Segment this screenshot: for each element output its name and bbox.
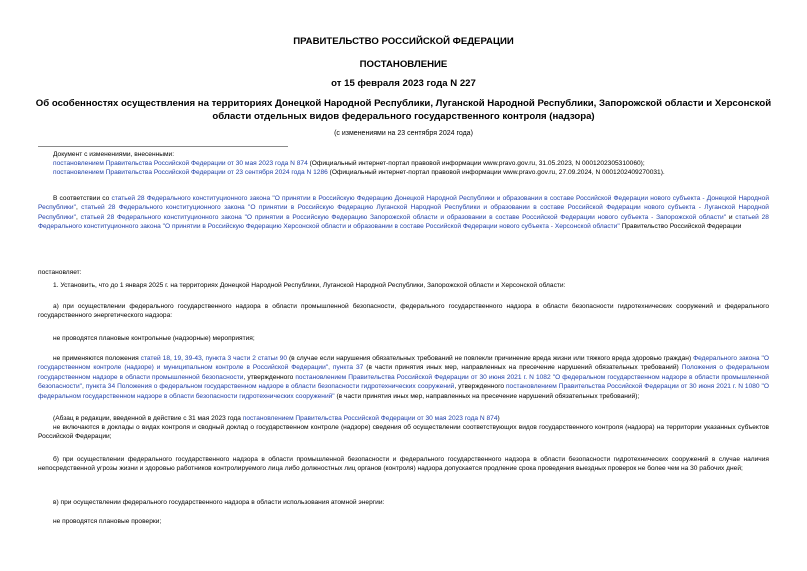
item-1: 1. Установить, что до 1 января 2025 г. на территориях Донецкой Народной Республики, Луганской Народной Республики, Запорожской области и Херсонской области: <box>53 282 566 289</box>
subitem-b: б) при осуществлении федерального государственного надзора в области промышленной безопасности и федерального государственного надзора в области безопасности гидротехнических сооружений в случае наличия непосредственной угрозы жизни и здоровью работников контролируемого лица либо должностных лиц органов (контроля) надзора допускается продление срока проведения выездных проверок не более чем на 30 рабочих дней; <box>38 456 769 473</box>
document-title: Об особенностях осуществления на территориях Донецкой Народной Республики, Луганской Народной Республики, Запорожской области и Херсонской области отдельных видов федерального государственного контроля (надзора) <box>35 98 772 122</box>
law-link[interactable]: постановлением Правительства Российской Федерации от 30 июня 2021 г. N 1082 "О федеральном государственном надзоре в области промышленной безопасности", пункта 34 Положения о федеральном государственном надзоре в области безопасности гидротехнических сооружений <box>38 373 769 391</box>
amendment-item: постановлением Правительства Российской Федерации от 30 мая 2023 года N 874 (Официальный интернет-портал правовой информации www.pravo.gov.ru, 31.05.2023, N 0001202305310060); <box>53 160 645 167</box>
law-link[interactable]: статьей 28 Федерального конституционного закона "О принятии в Российскую Федерацию Донецкой Народной Республики и образовании в составе Российской Федерации нового субъекта - Донецкой Народной Республики" <box>38 195 769 212</box>
amendment-link[interactable]: постановлением Правительства Российской Федерации от 30 мая 2023 года N 874 <box>53 160 308 167</box>
document-date-number: от 15 февраля 2023 года N 227 <box>331 78 476 89</box>
law-link[interactable]: статьей 28 Федерального конституционного закона "О принятии в Российскую Федерацию Херсонской области и образовании в составе Российской Федерации нового субъекта - Херсонской области" <box>38 213 769 231</box>
subitem-v: в) при осуществлении федерального государственного надзора в области использования атомной энергии: <box>53 499 385 506</box>
preamble-paragraph: В соответствии со статьей 28 Федерального конституционного закона "О принятии в Российскую Федерацию Донецкой Народной Республики и образовании в составе Российской Федерации нового субъекта - Донецкой Народной Республики", статьей 28 Федерального конституционного закона "О принятии в Российскую Федерацию Луганской Народной Республики и образовании в составе Российской Федерации нового субъекта - Луганской Народной Республики", статьей 28 Федерального конституционного закона "О принятии в Российскую Федерацию Запорожской области и образовании в составе Российской Федерации нового субъекта - Запорожской области" и статьей 28 Федерального конституционного закона "О принятии в Российскую Федерацию Херсонской области и образовании в составе Российской Федерации нового субъекта - Херсонской области" Правительство Российской Федерации <box>38 195 769 231</box>
amendment-link[interactable]: постановлением Правительства Российской Федерации от 30 мая 2023 года N 874 <box>242 415 498 422</box>
government-heading: ПРАВИТЕЛЬСТВО РОССИЙСКОЙ ФЕДЕРАЦИИ <box>293 36 514 47</box>
law-link[interactable]: статьей 28 Федерального конституционного закона "О принятии в Российскую Федерацию Луганской Народной Республики и образовании в составе Российской Федерации нового субъекта - Луганской Народной Республики" <box>38 204 769 221</box>
amendment-link[interactable]: постановлением Правительства Российской Федерации от 23 сентября 2024 года N 1286 <box>53 169 328 176</box>
edit-note: (Абзац в редакции, введенной в действие с 31 мая 2023 года постановлением Правительства Российской Федерации от 30 мая 2023 года N 874) <box>53 415 500 422</box>
law-link[interactable]: Федерального закона "О государственном контроле (надзоре) и муниципальном контроле в Российской Федерации", пункта 37 <box>38 355 769 372</box>
subitem-a: а) при осуществлении федерального государственного надзора в области промышленной безопасности, федерального государственного надзора в области безопасности гидротехнических сооружений и федерального государственного энергетического надзора: <box>38 303 769 320</box>
no-planned-checks: не проводятся плановые проверки; <box>53 518 162 525</box>
law-link[interactable]: Положения о федеральном государственном надзоре в области промышленной безопасности <box>38 364 769 381</box>
exclusions-paragraph: не применяются положения статей 18, 19, 39-43, пункта 3 части 2 статьи 90 (в случае если нарушения обязательных требований не повлекли причинение вреда жизни или тяжкого вреда здоровью граждан) Федерального закона "О государственном контроле (надзоре) и муниципальном контроле в Российской Федерации", пункта 37 (в части принятия иных мер, направленных на пресечение нарушений обязательных требований) Положения о федеральном государственном надзоре в области промышленной безопасности, утвержденного постановлением Правительства Российской Федерации от 30 июня 2021 г. N 1082 "О федеральном государственном надзоре в области промышленной безопасности", пункта 34 Положения о федеральном государственном надзоре в области безопасности гидротехнических сооружений, утвержденного постановлением Правительства Российской Федерации от 30 июня 2021 г. N 1080 "О федеральном государственном надзоре в области безопасности гидротехнических сооружений" (в части принятия иных мер, направленных на пресечение нарушений обязательных требований); <box>38 355 770 400</box>
resolves-word: постановляет: <box>38 269 82 276</box>
amendments-intro: Документ с изменениями, внесенными: <box>53 151 175 158</box>
revision-note: (с изменениями на 23 сентября 2024 года) <box>334 130 473 137</box>
amendment-item: постановлением Правительства Российской Федерации от 23 сентября 2024 года N 1286 (Официальный интернет-портал правовой информации www.pravo.gov.ru, 27.09.2024, N 0001202409270031). <box>53 169 665 176</box>
law-link[interactable]: статей 18, 19, 39-43, пункта 3 части 2 статьи 90 <box>140 355 288 362</box>
divider <box>38 146 288 147</box>
document-type: ПОСТАНОВЛЕНИЕ <box>359 59 448 70</box>
reports-paragraph: не включаются в доклады о видах контроля и сводный доклад о государственном контроле (надзоре) сведения об осуществлении соответствующих видов государственного контроля (надзора) на территории указанных субъектов Российской Федерации; <box>38 424 769 441</box>
law-link[interactable]: статьей 28 Федерального конституционного закона "О принятии в Российскую Федерацию Запорожской области и образовании в составе Российской Федерации нового субъекта - Запорожской области" <box>80 213 727 221</box>
no-planned-measures: не проводятся плановые контрольные (надзорные) мероприятия; <box>53 335 255 342</box>
law-link[interactable]: постановлением Правительства Российской Федерации от 30 июня 2021 г. N 1080 "О федеральном государственном надзоре в области безопасности гидротехнических сооружений" <box>38 383 770 400</box>
